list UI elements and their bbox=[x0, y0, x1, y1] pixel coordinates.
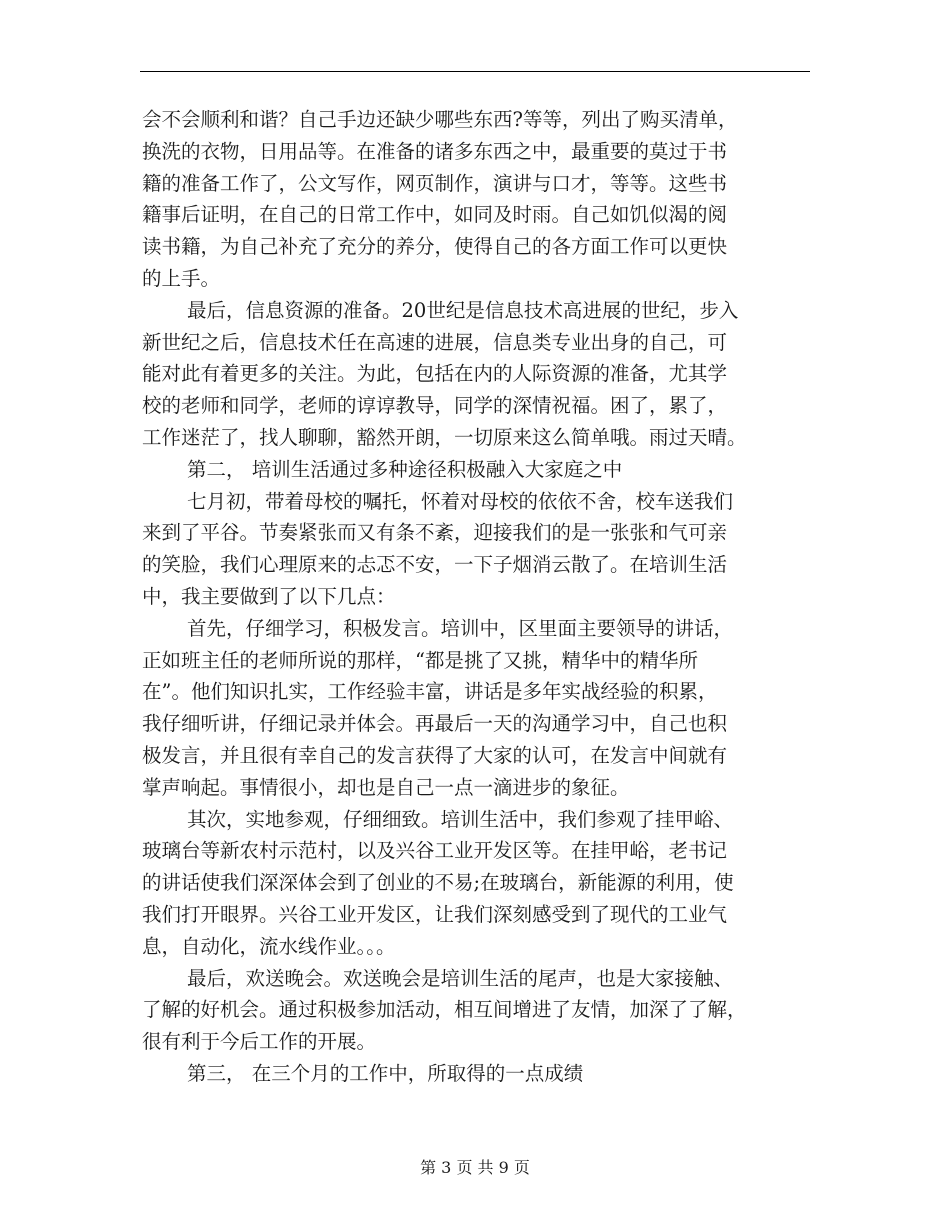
text-line: 校的老师和同学，老师的谆谆教导，同学的深情祝福。困了，累了， bbox=[142, 394, 728, 418]
section-heading: 第二， 培训生活通过多种途径积极融入大家庭之中 bbox=[187, 457, 623, 481]
text-line: 籍的准备工作了，公文写作，网页制作，演讲与口才，等等。这些书 bbox=[142, 171, 728, 195]
paragraph-start-line: 七月初，带着母校的嘱托，怀着对母校的依依不舍，校车送我们 bbox=[187, 489, 734, 513]
section-heading: 第三， 在三个月的工作中，所取得的一点成绩 bbox=[187, 1061, 584, 1085]
page-footer: 第 3 页 共 9 页 bbox=[420, 1158, 530, 1177]
text-line: 工作迷茫了，找人聊聊，豁然开朗，一切原来这么简单哦。雨过天晴。 bbox=[142, 425, 747, 449]
text-line: 极发言，并且很有幸自己的发言获得了大家的认可，在发言中间就有 bbox=[142, 743, 728, 767]
text-line: 正如班主任的老师所说的那样，“都是挑了又挑，精华中的精华所 bbox=[142, 648, 698, 672]
text-line: 换洗的衣物，日用品等。在准备的诸多东西之中，最重要的莫过于书 bbox=[142, 139, 728, 163]
text-line: 掌声响起。事情很小，却也是自己一点一滴进步的象征。 bbox=[142, 775, 630, 799]
text-line: 中，我主要做到了以下几点： bbox=[142, 584, 396, 608]
text-line: 的笑脸，我们心理原来的忐忑不安，一下子烟消云散了。在培训生活 bbox=[142, 553, 728, 577]
text-line: 息，自动化，流水线作业。。。 bbox=[142, 934, 396, 958]
paragraph-start-line: 首先，仔细学习，积极发言。培训中，区里面主要领导的讲话， bbox=[187, 616, 734, 640]
text-line: 新世纪之后，信息技术任在高速的进展，信息类专业出身的自己，可 bbox=[142, 330, 728, 354]
text-line: 我们打开眼界。兴谷工业开发区，让我们深刻感受到了现代的工业气 bbox=[142, 902, 728, 926]
text-line: 来到了平谷。节奏紧张而又有条不紊，迎接我们的是一张张和气可亲 bbox=[142, 521, 728, 545]
text-line: 能对此有着更多的关注。为此，包括在内的人际资源的准备，尤其学 bbox=[142, 362, 728, 386]
header-rule bbox=[140, 71, 810, 72]
text-line: 很有利于今后工作的开展。 bbox=[142, 1030, 377, 1054]
text-line: 籍事后证明，在自己的日常工作中，如同及时雨。自己如饥似渴的阅 bbox=[142, 203, 728, 227]
text-line: 玻璃台等新农村示范村，以及兴谷工业开发区等。在挂甲峪，老书记 bbox=[142, 839, 728, 863]
paragraph-start-line: 最后，欢送晚会。欢送晚会是培训生活的尾声，也是大家接触、 bbox=[187, 966, 734, 990]
paragraph-start-line: 最后，信息资源的准备。20世纪是信息技术高进展的世纪，步入 bbox=[187, 298, 739, 322]
text-line: 的讲话使我们深深体会到了创业的不易;在玻璃台，新能源的利用，使 bbox=[142, 871, 734, 895]
text-line: 我仔细听讲，仔细记录并体会。再最后一天的沟通学习中，自己也积 bbox=[142, 712, 728, 736]
body-text bbox=[142, 104, 812, 1090]
text-line: 了解的好机会。通过积极参加活动，相互间增进了友情，加深了了解， bbox=[142, 998, 747, 1022]
text-line: 会不会顺利和谐？自己手边还缺少哪些东西?等等，列出了购买清单， bbox=[142, 108, 738, 131]
text-line: 的上手。 bbox=[142, 266, 221, 290]
text-line: 在”。他们知识扎实，工作经验丰富，讲话是多年实战经验的积累， bbox=[142, 680, 718, 704]
text-line: 读书籍，为自己补充了充分的养分，使得自己的各方面工作可以更快 bbox=[142, 235, 728, 259]
paragraph-start-line: 其次，实地参观，仔细细致。培训生活中，我们参观了挂甲峪、 bbox=[187, 807, 734, 831]
